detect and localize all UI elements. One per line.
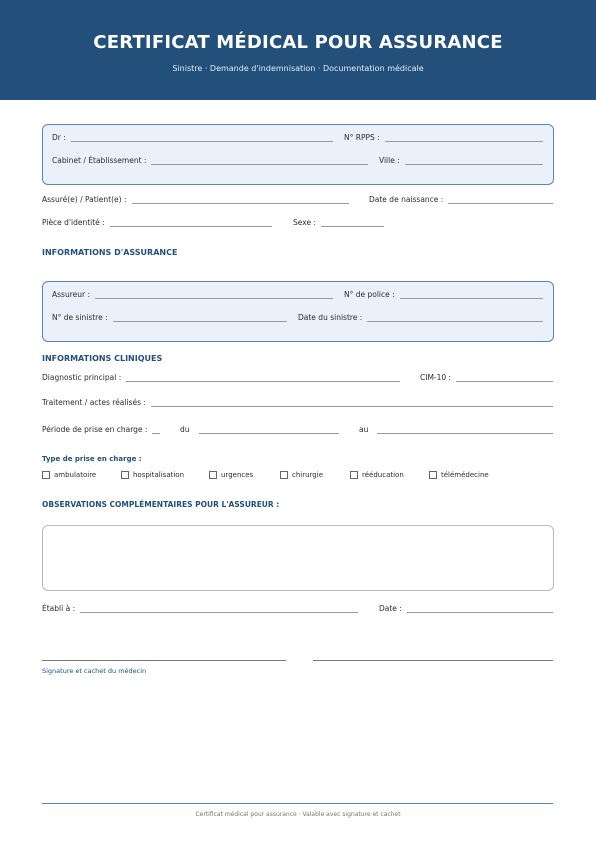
option-urgences[interactable] [209, 471, 264, 479]
signature-line[interactable] [42, 660, 286, 661]
checkbox-icon[interactable] [121, 471, 129, 479]
header-banner [0, 0, 596, 100]
insurer-line[interactable] [95, 290, 333, 299]
sex-label: Sexe : [293, 218, 316, 227]
stamp-line[interactable] [313, 660, 553, 661]
rpps-line[interactable] [385, 133, 543, 142]
patient-name-line[interactable] [132, 195, 350, 204]
doctor-name-line[interactable] [71, 133, 333, 142]
insurer-field[interactable] [52, 290, 333, 299]
period-to-label: au [359, 425, 369, 434]
cim10-line[interactable] [456, 373, 553, 382]
period-from-line[interactable] [199, 425, 339, 434]
place-field[interactable] [42, 604, 358, 613]
patient-name-field[interactable] [42, 195, 349, 204]
care-type-options [42, 471, 515, 479]
option-label: chirurgie [292, 471, 323, 479]
period-label: Période de prise en charge : [42, 425, 148, 434]
footer-divider [42, 803, 553, 804]
ville-field[interactable] [379, 156, 543, 165]
birth-date-field[interactable] [369, 195, 553, 204]
treatment-field[interactable] [42, 398, 553, 407]
doctor-name-field[interactable] [52, 133, 333, 142]
claim-date-label: Date du sinistre : [298, 313, 363, 322]
claim-number-label: N° de sinistre : [52, 313, 108, 322]
rpps-field[interactable] [344, 133, 543, 142]
option-chirurgie[interactable] [280, 471, 334, 479]
observations-heading: OBSERVATIONS COMPLÉMENTAIRES POUR L'ASSUREUR : [42, 500, 280, 509]
doctor-name-label: Dr : [52, 133, 66, 142]
treatment-line[interactable] [151, 398, 553, 407]
option-label: hospitalisation [133, 471, 185, 479]
patient-name-label: Assuré(e) / Patient(e) : [42, 195, 127, 204]
id-document-label: Pièce d'identité : [42, 218, 105, 227]
care-type-heading: Type de prise en charge : [42, 455, 142, 463]
period-to-line[interactable] [377, 425, 553, 434]
option-hospitalisation[interactable] [121, 471, 193, 479]
diagnosis-field[interactable] [42, 373, 400, 382]
cabinet-field[interactable] [52, 156, 368, 165]
cabinet-label: Cabinet / Établissement : [52, 156, 147, 165]
claim-number-line[interactable] [113, 313, 287, 322]
ville-label: Ville : [379, 156, 400, 165]
signature-caption: Signature et cachet du médecin [42, 667, 147, 675]
option-label: rééducation [362, 471, 404, 479]
option-telemedecine[interactable] [429, 471, 499, 479]
footer-text: Certificat médical pour assurance · Valable avec signature et cachet [195, 811, 401, 818]
checkbox-icon[interactable] [209, 471, 217, 479]
period-field[interactable] [42, 425, 160, 434]
period-from-field[interactable] [180, 425, 339, 434]
claim-number-field[interactable] [52, 313, 287, 322]
option-label: télémédecine [441, 471, 489, 479]
page-subtitle: Sinistre · Demande d'indemnisation · Documentation médicale [172, 64, 424, 73]
insurance-heading: INFORMATIONS D'ASSURANCE [42, 248, 178, 257]
option-reeducation[interactable] [350, 471, 413, 479]
checkbox-icon[interactable] [280, 471, 288, 479]
clinical-heading: INFORMATIONS CLINIQUES [42, 354, 163, 363]
option-label: urgences [221, 471, 254, 479]
diagnosis-label: Diagnostic principal : [42, 373, 122, 382]
diagnosis-line[interactable] [126, 373, 400, 382]
id-document-field[interactable] [42, 218, 272, 227]
date-line[interactable] [407, 604, 553, 613]
checkbox-icon[interactable] [350, 471, 358, 479]
place-line[interactable] [80, 604, 358, 613]
date-label: Date : [379, 604, 402, 613]
cabinet-line[interactable] [151, 156, 368, 165]
insurer-label: Assureur : [52, 290, 90, 299]
period-to-field[interactable] [359, 425, 553, 434]
claim-date-line[interactable] [367, 313, 543, 322]
option-label: ambulatoire [54, 471, 97, 479]
page-title: CERTIFICAT MÉDICAL POUR ASSURANCE [93, 32, 503, 53]
option-ambulatoire[interactable] [42, 471, 105, 479]
sex-field[interactable] [293, 218, 384, 227]
policy-line[interactable] [400, 290, 543, 299]
period-line[interactable] [152, 425, 160, 434]
ville-line[interactable] [405, 156, 543, 165]
birth-date-line[interactable] [448, 195, 553, 204]
period-from-label: du [180, 425, 190, 434]
policy-field[interactable] [344, 290, 543, 299]
birth-date-label: Date de naissance : [369, 195, 444, 204]
id-document-line[interactable] [110, 218, 272, 227]
cim10-label: CIM-10 : [420, 373, 452, 382]
place-label: Établi à : [42, 604, 76, 613]
date-field[interactable] [379, 604, 553, 613]
treatment-label: Traitement / actes réalisés : [42, 398, 146, 407]
checkbox-icon[interactable] [42, 471, 50, 479]
policy-label: N° de police : [344, 290, 395, 299]
observations-textarea[interactable] [42, 525, 554, 591]
checkbox-icon[interactable] [429, 471, 437, 479]
sex-line[interactable] [321, 218, 384, 227]
claim-date-field[interactable] [298, 313, 543, 322]
cim10-field[interactable] [420, 373, 553, 382]
rpps-label: N° RPPS : [344, 133, 380, 142]
